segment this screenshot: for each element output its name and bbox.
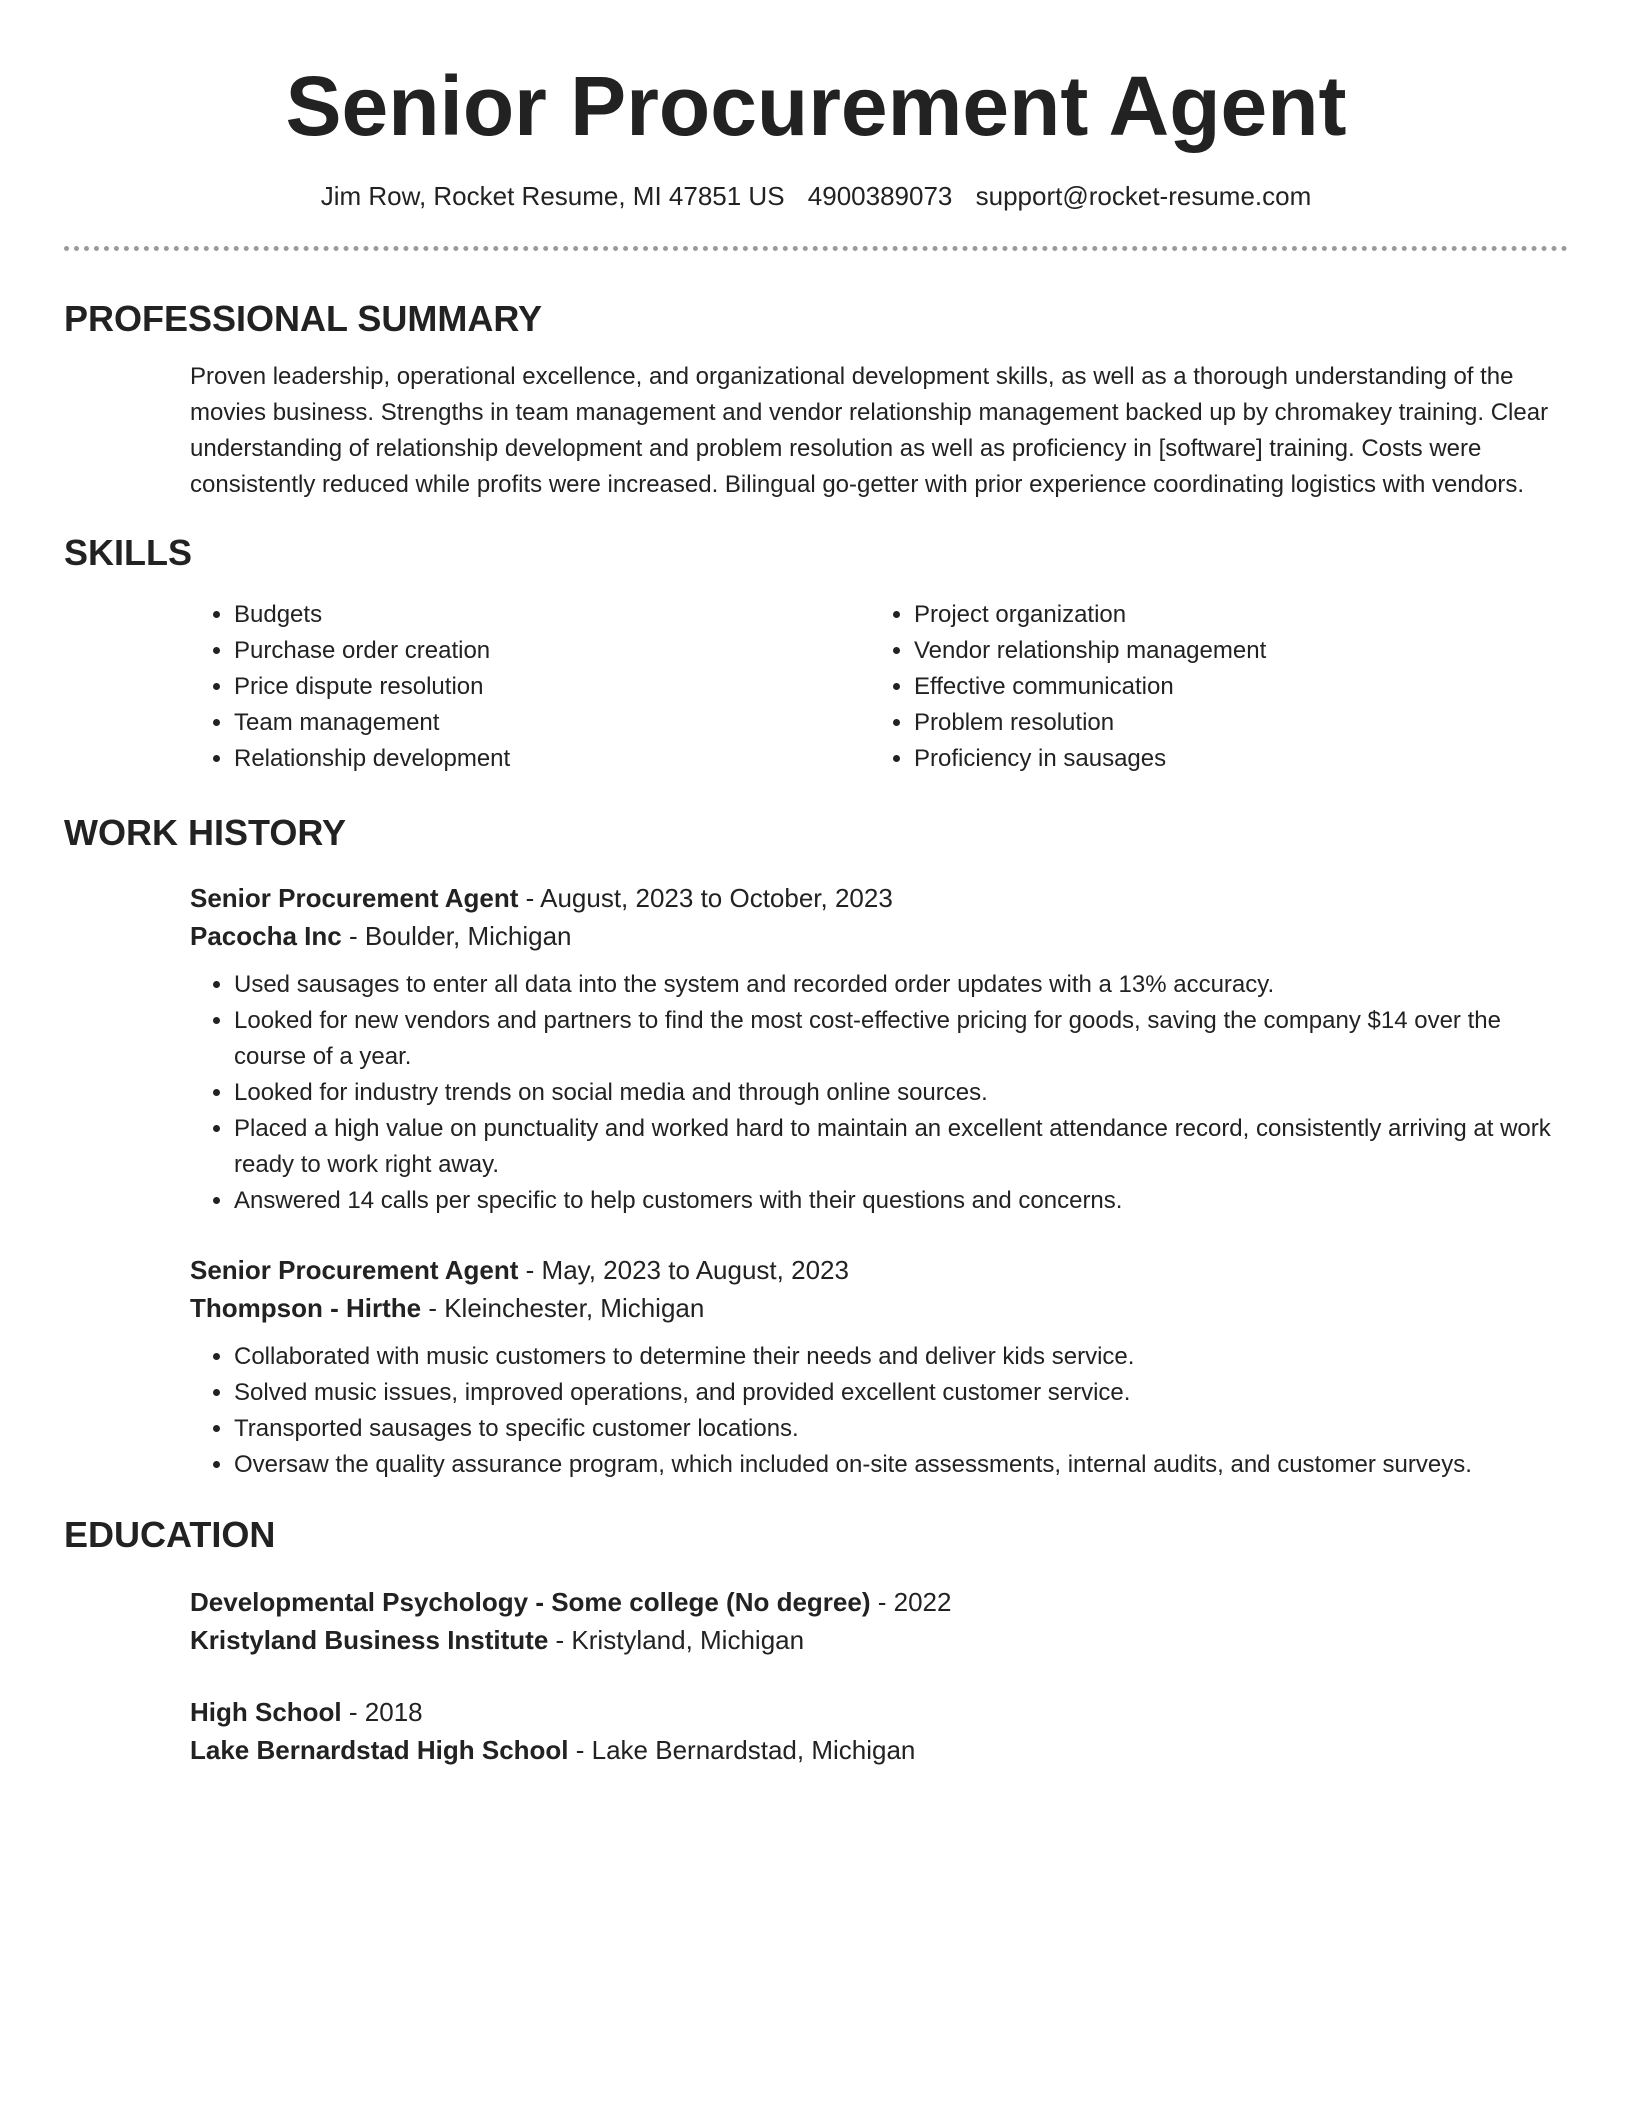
education-school: Lake Bernardstad High School [190, 1735, 569, 1765]
job-dates: - August, 2023 to October, 2023 [518, 883, 893, 913]
job-company-line [190, 1289, 1568, 1327]
job-location: - Kleinchester, Michigan [421, 1293, 705, 1323]
skill-item: • Team management [234, 705, 870, 741]
education-degree-line [190, 1693, 1568, 1731]
job-bullet: • Looked for industry trends on social media and through online sources. [234, 1075, 1568, 1111]
job-bullet: • Collaborated with music customers to determine their needs and deliver kids service. [234, 1339, 1568, 1375]
contact-email: support@rocket-resume.com [975, 181, 1312, 211]
education-entry [64, 1583, 1568, 1659]
contact-address: Jim Row, Rocket Resume, MI 47851 US [320, 181, 785, 211]
job-company: Pacocha Inc [190, 921, 342, 951]
education-location: - Kristyland, Michigan [548, 1625, 805, 1655]
contact-line [64, 180, 1568, 212]
job-bullet: • Looked for new vendors and partners to find the most cost-effective pricing for goods, saving the company $14 over the course of a year. [234, 1003, 1568, 1075]
job-location: - Boulder, Michigan [341, 921, 572, 951]
job-dates: - May, 2023 to August, 2023 [518, 1255, 849, 1285]
summary-heading: PROFESSIONAL SUMMARY [64, 298, 543, 339]
skill-item: • Price dispute resolution [234, 669, 870, 705]
skills-heading: SKILLS [64, 532, 193, 573]
education-school-line [190, 1731, 1568, 1769]
education-degree: Developmental Psychology - Some college (No degree) [190, 1587, 871, 1617]
job-company: Thompson - Hirthe [190, 1293, 422, 1323]
summary-text: Proven leadership, operational excellence, and organizational development skills, as well as a thorough understanding of the movies business. Strengths in team management and vendor relationship management backed up by chromakey training. Clear understanding of relationship development and problem resolution as well as proficiency in [software] training. Costs were consistently reduced while profits were increased. Bilingual go-getter with prior experience coordinating logistics with vendors. [190, 363, 1549, 498]
education-heading: EDUCATION [64, 1514, 276, 1555]
education-degree-line [190, 1583, 1568, 1621]
job-bullets [190, 1339, 1568, 1483]
skills-list [64, 597, 1568, 777]
skill-item: • Proficiency in sausages [914, 741, 1554, 777]
resume-name: Senior Procurement Agent [285, 59, 1347, 153]
header-divider [64, 246, 1568, 251]
job-role: Senior Procurement Agent [190, 883, 519, 913]
education-school: Kristyland Business Institute [190, 1625, 549, 1655]
job-company-line [190, 917, 1568, 955]
job-bullet: • Transported sausages to specific customer locations. [234, 1411, 1568, 1447]
skill-item: • Budgets [234, 597, 870, 633]
skills-column-right [870, 597, 1554, 777]
work-history-heading: WORK HISTORY [64, 812, 347, 853]
education-location: - Lake Bernardstad, Michigan [568, 1735, 916, 1765]
skills-column-left [190, 597, 870, 777]
education-year: - 2018 [341, 1697, 423, 1727]
skill-item: • Project organization [914, 597, 1554, 633]
job-bullet: • Used sausages to enter all data into the system and recorded order updates with a 13% accuracy. [234, 967, 1568, 1003]
education-year: - 2022 [870, 1587, 952, 1617]
skill-item: • Relationship development [234, 741, 870, 777]
education-entry [64, 1693, 1568, 1769]
job-bullets [190, 967, 1568, 1219]
skill-item: • Effective communication [914, 669, 1554, 705]
job-bullet: • Solved music issues, improved operations, and provided excellent customer service. [234, 1375, 1568, 1411]
job-role: Senior Procurement Agent [190, 1255, 519, 1285]
education-school-line [190, 1621, 1568, 1659]
job-entry [64, 879, 1568, 1219]
skill-item: • Purchase order creation [234, 633, 870, 669]
job-bullet: • Oversaw the quality assurance program, which included on-site assessments, internal audits, and customer surveys. [234, 1447, 1568, 1483]
job-title-line [190, 1251, 1568, 1289]
education-degree: High School [190, 1697, 342, 1727]
contact-phone: 4900389073 [807, 181, 953, 211]
skill-item: • Problem resolution [914, 705, 1554, 741]
job-bullet: • Placed a high value on punctuality and worked hard to maintain an excellent attendance record, consistently arriving at work ready to work right away. [234, 1111, 1568, 1183]
job-entry [64, 1251, 1568, 1483]
job-bullet: • Answered 14 calls per specific to help customers with their questions and concerns. [234, 1183, 1568, 1219]
skill-item: • Vendor relationship management [914, 633, 1554, 669]
job-title-line [190, 879, 1568, 917]
